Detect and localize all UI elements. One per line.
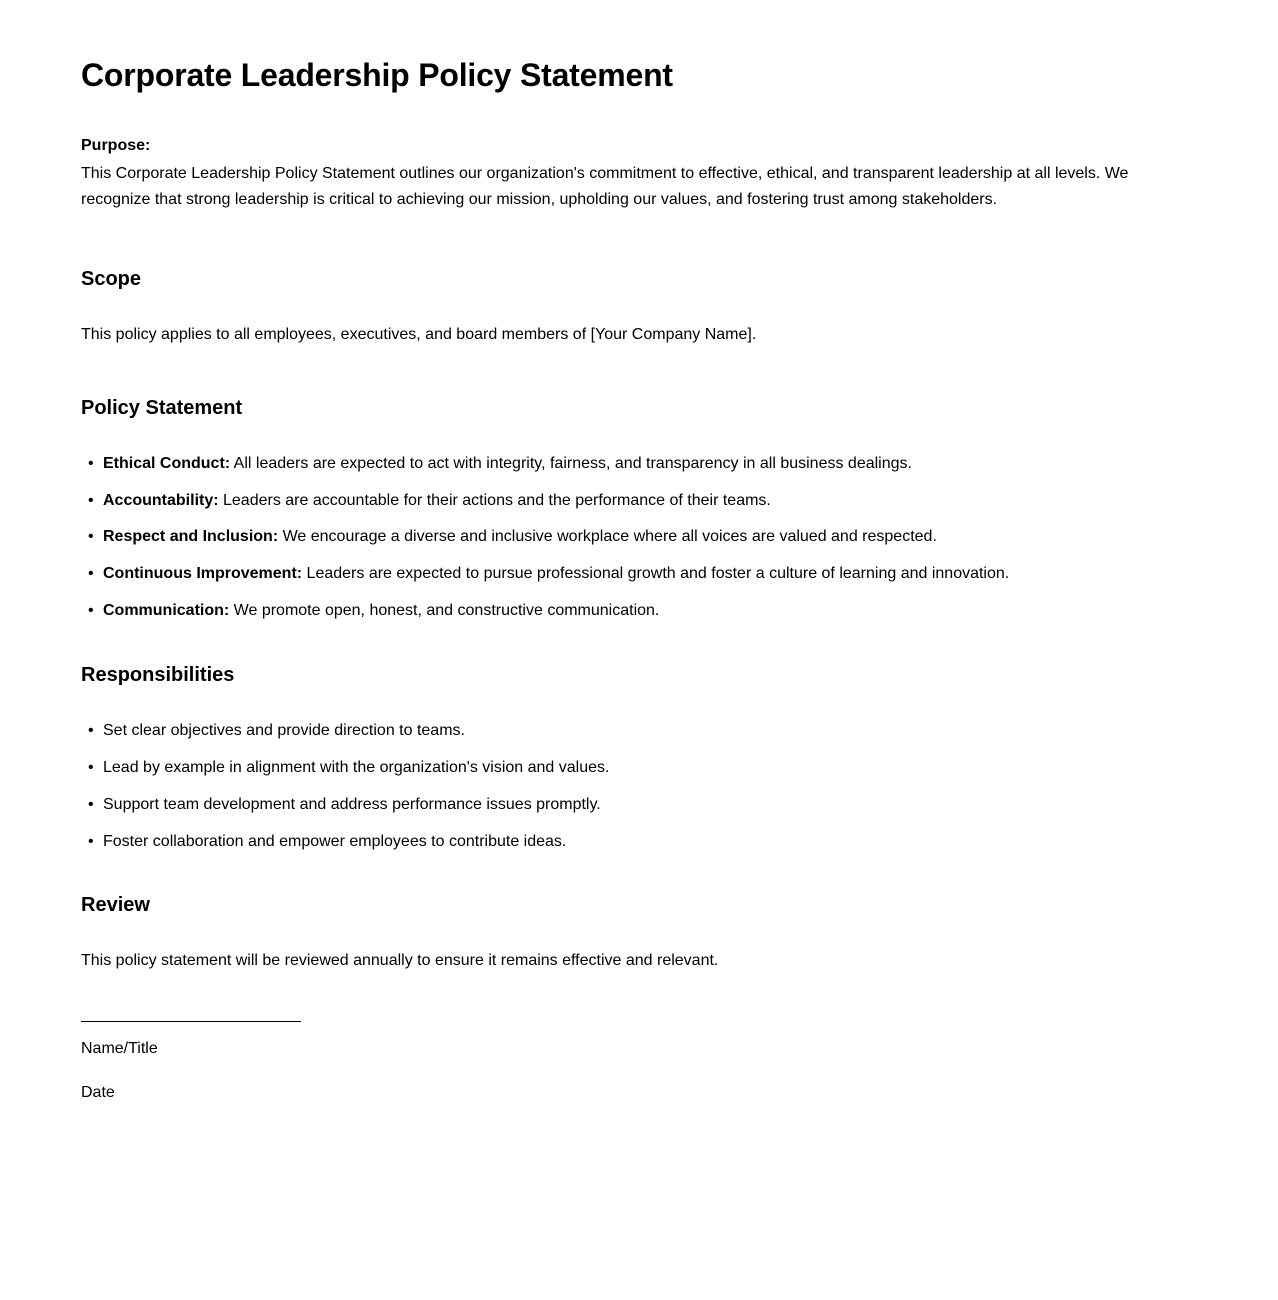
list-item (81, 561, 1197, 587)
section-policy-statement (81, 395, 1197, 625)
section-purpose (81, 133, 1197, 213)
list-item-text: All leaders are expected to act with integrity, fairness, and transparency in all business dealings. (230, 454, 912, 472)
responsibilities-list (81, 718, 1197, 855)
list-item-term: Communication: (103, 602, 230, 620)
section-review (81, 892, 1197, 974)
list-item-text: We promote open, honest, and constructive communication. (229, 602, 660, 620)
list-item-text: We encourage a diverse and inclusive workplace where all voices are valued and respected. (278, 528, 937, 546)
policy-statement-heading: Policy Statement (81, 396, 243, 419)
list-item (81, 598, 1197, 624)
list-item-term: Ethical Conduct: (103, 454, 231, 472)
list-item: • Foster collaboration and empower employees to contribute ideas. (81, 829, 1197, 855)
signature-rule (81, 1021, 301, 1022)
signature-block (81, 1021, 1197, 1106)
purpose-label: Purpose: (81, 137, 151, 154)
review-heading: Review (81, 893, 150, 916)
list-item (81, 451, 1197, 477)
list-item (81, 488, 1197, 514)
scope-heading: Scope (81, 267, 142, 290)
list-item-term: Accountability: (103, 491, 219, 509)
list-item-text: Leaders are expected to pursue professional growth and foster a culture of learning and innovation. (302, 565, 1010, 583)
list-item-text: Leaders are accountable for their actions and the performance of their teams. (218, 491, 771, 509)
list-item: • Lead by example in alignment with the organization's vision and values. (81, 755, 1197, 781)
list-item-term: Continuous Improvement: (103, 565, 303, 583)
list-item-term: Respect and Inclusion: (103, 528, 279, 546)
signature-date-label: Date (81, 1083, 115, 1101)
section-responsibilities (81, 662, 1197, 855)
scope-paragraph: This policy applies to all employees, executives, and board members of [Your Company Name]. (81, 325, 757, 343)
review-paragraph: This policy statement will be reviewed annually to ensure it remains effective and relevant. (81, 951, 719, 969)
list-item (81, 524, 1197, 550)
page-title: Corporate Leadership Policy Statement (81, 57, 673, 93)
section-scope (81, 266, 1197, 348)
responsibilities-heading: Responsibilities (81, 664, 235, 687)
signature-name-title-label: Name/Title (81, 1039, 158, 1057)
list-item: • Set clear objectives and provide direction to teams. (81, 718, 1197, 744)
purpose-paragraph: This Corporate Leadership Policy Statement outlines our organization's commitment to effective, ethical, and transparent leadership at all levels. We recognize that strong leadership is critical to achieving our mission, upholding our values, and fostering trust among stakeholders. (81, 164, 1129, 208)
policy-statement-list (81, 451, 1197, 625)
list-item: • Support team development and address performance issues promptly. (81, 792, 1197, 818)
